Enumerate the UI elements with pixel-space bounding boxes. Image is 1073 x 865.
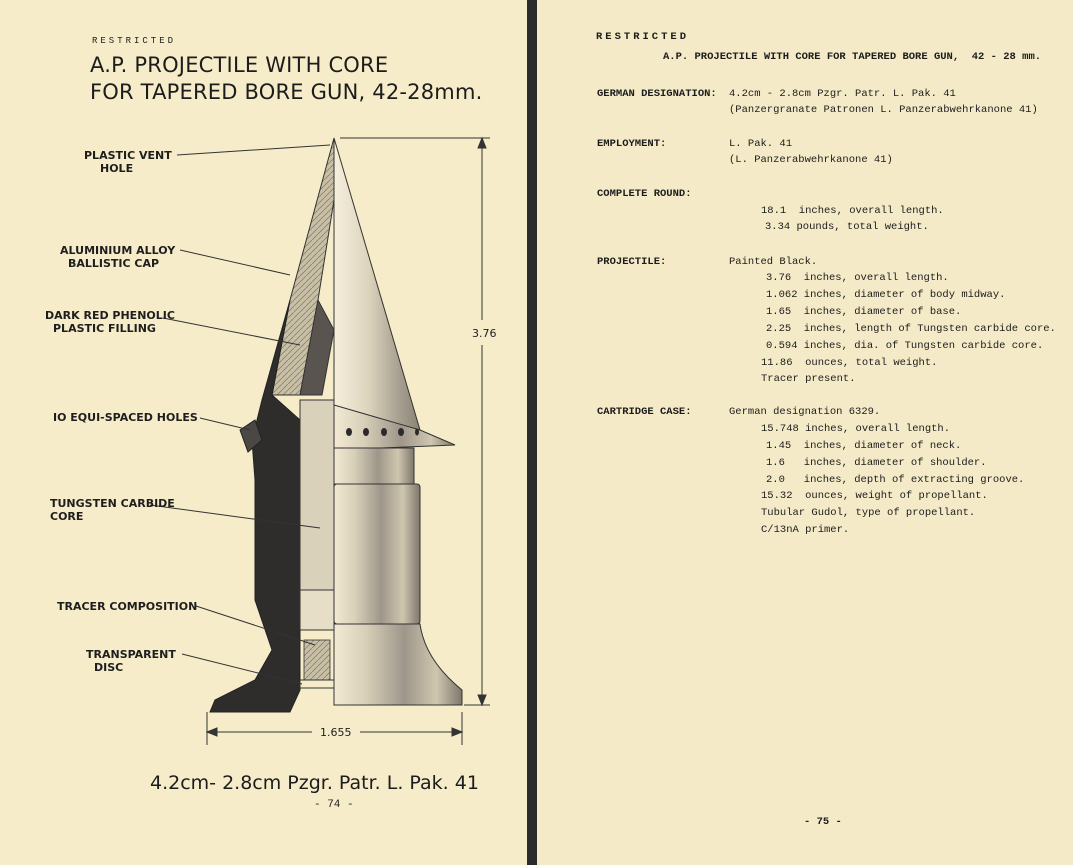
value-line: Tubular Gudol, type of propellant. (761, 507, 976, 519)
value-line: 15.32 ounces, weight of propellant. (761, 490, 988, 502)
label-cartridge-case: CARTRIDGE CASE: (597, 406, 692, 418)
transparent-disc (300, 680, 334, 688)
body-upper (334, 448, 414, 484)
drawing-caption: 4.2cm- 2.8cm Pzgr. Patr. L. Pak. 41 (150, 772, 479, 794)
restricted-marking: RESTRICTED (92, 36, 177, 46)
title-line-1: A.P. PROJECTILE WITH CORE (90, 53, 389, 77)
value-line: 1.062 inches, diameter of body midway. (766, 289, 1006, 301)
callout-tungsten-carbide-core: TUNGSTEN CARBIDE CORE (50, 497, 175, 523)
value-line: 3.34 pounds, total weight. (765, 221, 929, 233)
title-line-2: FOR TAPERED BORE GUN, 42-28mm. (90, 80, 483, 104)
callout-aluminium-alloy-cap: ALUMINIUM ALLOY BALLISTIC CAP (60, 244, 176, 270)
label-complete-round: COMPLETE ROUND: (597, 188, 692, 200)
tracer-composition (300, 590, 334, 630)
tracer-pattern (304, 640, 330, 680)
callout-tracer-composition: TRACER COMPOSITION (57, 600, 198, 613)
value-line: 18.1 inches, overall length. (761, 205, 944, 217)
label-projectile: PROJECTILE: (597, 256, 667, 268)
base-flare (334, 624, 462, 705)
dimension-width-label: 1.655 (320, 726, 352, 739)
body-lower (334, 484, 420, 624)
value-line: (L. Panzerabwehrkanone 41) (729, 154, 893, 166)
value-line: 1.6 inches, diameter of shoulder. (766, 457, 987, 469)
value-line: 11.86 ounces, total weight. (761, 357, 938, 369)
book-gutter (527, 0, 537, 865)
label-employment: EMPLOYMENT: (597, 138, 667, 150)
value-line: 4.2cm - 2.8cm Pzgr. Patr. L. Pak. 41 (729, 88, 956, 100)
value-line: German designation 6329. (729, 406, 881, 418)
value-line: (Panzergranate Patronen L. Panzerabwehrkanone 41) (729, 104, 1038, 116)
dimension-length-label: 3.76 (472, 327, 497, 340)
left-page (0, 0, 527, 865)
value-line: C/13nA primer. (761, 524, 850, 536)
value-line: 2.0 inches, depth of extracting groove. (766, 474, 1025, 486)
right-page (537, 0, 1073, 865)
value-line: 1.65 inches, diameter of base. (766, 306, 962, 318)
callout-phenolic-filling: DARK RED PHENOLIC PLASTIC FILLING (45, 309, 175, 335)
value-line: L. Pak. 41 (729, 138, 793, 150)
callout-plastic-vent-hole: PLASTIC VENT HOLE (84, 149, 172, 175)
value-line: 15.748 inches, overall length. (761, 423, 951, 435)
restricted-marking: RESTRICTED (596, 31, 690, 43)
ballistic-cap-exterior (334, 138, 420, 430)
page-title: A.P. PROJECTILE WITH CORE FOR TAPERED BORE GUN, 42 - 28 mm. (663, 51, 1042, 63)
page-number: - 74 - (314, 799, 354, 811)
value-line: 2.25 inches, length of Tungsten carbide core. (766, 323, 1056, 335)
value-line: Painted Black. (729, 256, 818, 268)
callout-equi-spaced-holes: IO EQUI-SPACED HOLES (53, 411, 198, 424)
value-line: Tracer present. (761, 373, 856, 385)
page-number: - 75 - (804, 816, 842, 828)
projectile-cutaway-drawing (0, 0, 527, 865)
value-line: 1.45 inches, diameter of neck. (766, 440, 962, 452)
value-line: 3.76 inches, overall length. (766, 272, 949, 284)
label-german-designation: GERMAN DESIGNATION: (597, 88, 717, 100)
callout-transparent-disc: TRANSPARENT DISC (86, 648, 176, 674)
tungsten-core (300, 400, 334, 590)
value-line: 0.594 inches, dia. of Tungsten carbide core. (766, 340, 1044, 352)
